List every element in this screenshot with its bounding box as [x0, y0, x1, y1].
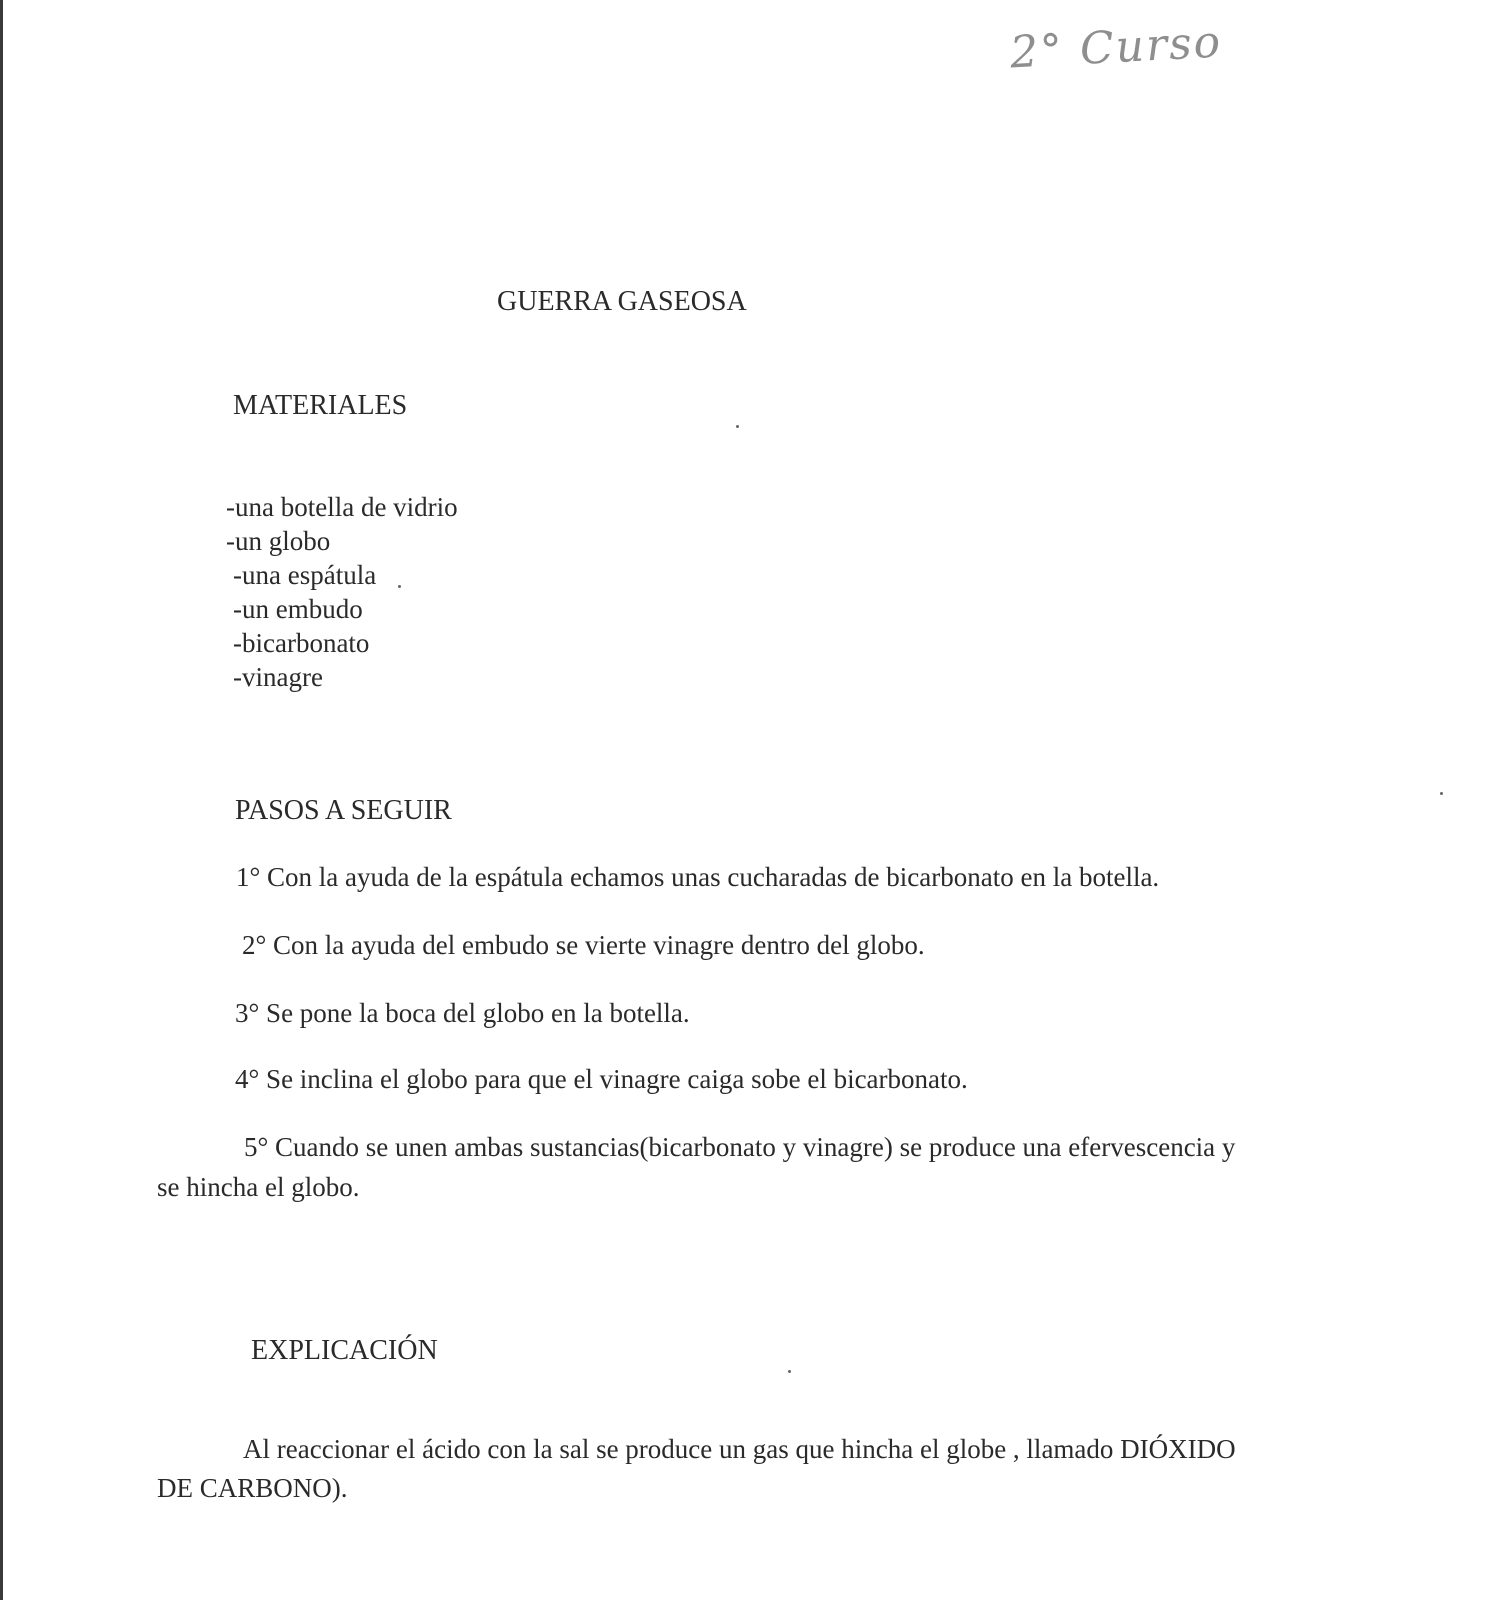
- step-item: 1° Con la ayuda de la espátula echamos unas cucharadas de bicarbonato en la botella.: [236, 862, 1160, 892]
- materials-item: -una espátula: [233, 560, 377, 590]
- scan-speck: [736, 425, 739, 428]
- handwritten-note: 2° Curso: [1008, 16, 1224, 79]
- scan-speck: [788, 1370, 791, 1373]
- materials-item: -un globo: [226, 526, 331, 556]
- materials-item: -una botella de vidrio: [226, 492, 458, 522]
- explanation-text: Al reaccionar el ácido con la sal se produce un gas que hincha el globe , llamado DIÓXIDO: [243, 1434, 1236, 1464]
- materials-heading: MATERIALES: [233, 390, 408, 421]
- materials-item: -un embudo: [233, 594, 363, 624]
- step-item-continuation: se hincha el globo.: [157, 1172, 360, 1202]
- scan-edge: [0, 0, 3, 1600]
- step-item: 5° Cuando se unen ambas sustancias(bicarbonato y vinagre) se produce una efervescencia y: [244, 1132, 1236, 1162]
- document-title: GUERRA GASEOSA: [497, 286, 747, 317]
- explanation-text: DE CARBONO).: [157, 1473, 348, 1503]
- materials-item: -vinagre: [233, 662, 323, 692]
- step-item: 4° Se inclina el globo para que el vinagre caiga sobe el bicarbonato.: [235, 1064, 968, 1094]
- step-item: 3° Se pone la boca del globo en la botella.: [235, 998, 690, 1028]
- materials-item: -bicarbonato: [233, 628, 370, 658]
- scan-speck: [398, 585, 401, 588]
- explanation-heading: EXPLICACIÓN: [251, 1335, 438, 1366]
- scan-speck: [1440, 792, 1443, 795]
- step-item: 2° Con la ayuda del embudo se vierte vinagre dentro del globo.: [242, 930, 925, 960]
- steps-heading: PASOS A SEGUIR: [235, 795, 452, 826]
